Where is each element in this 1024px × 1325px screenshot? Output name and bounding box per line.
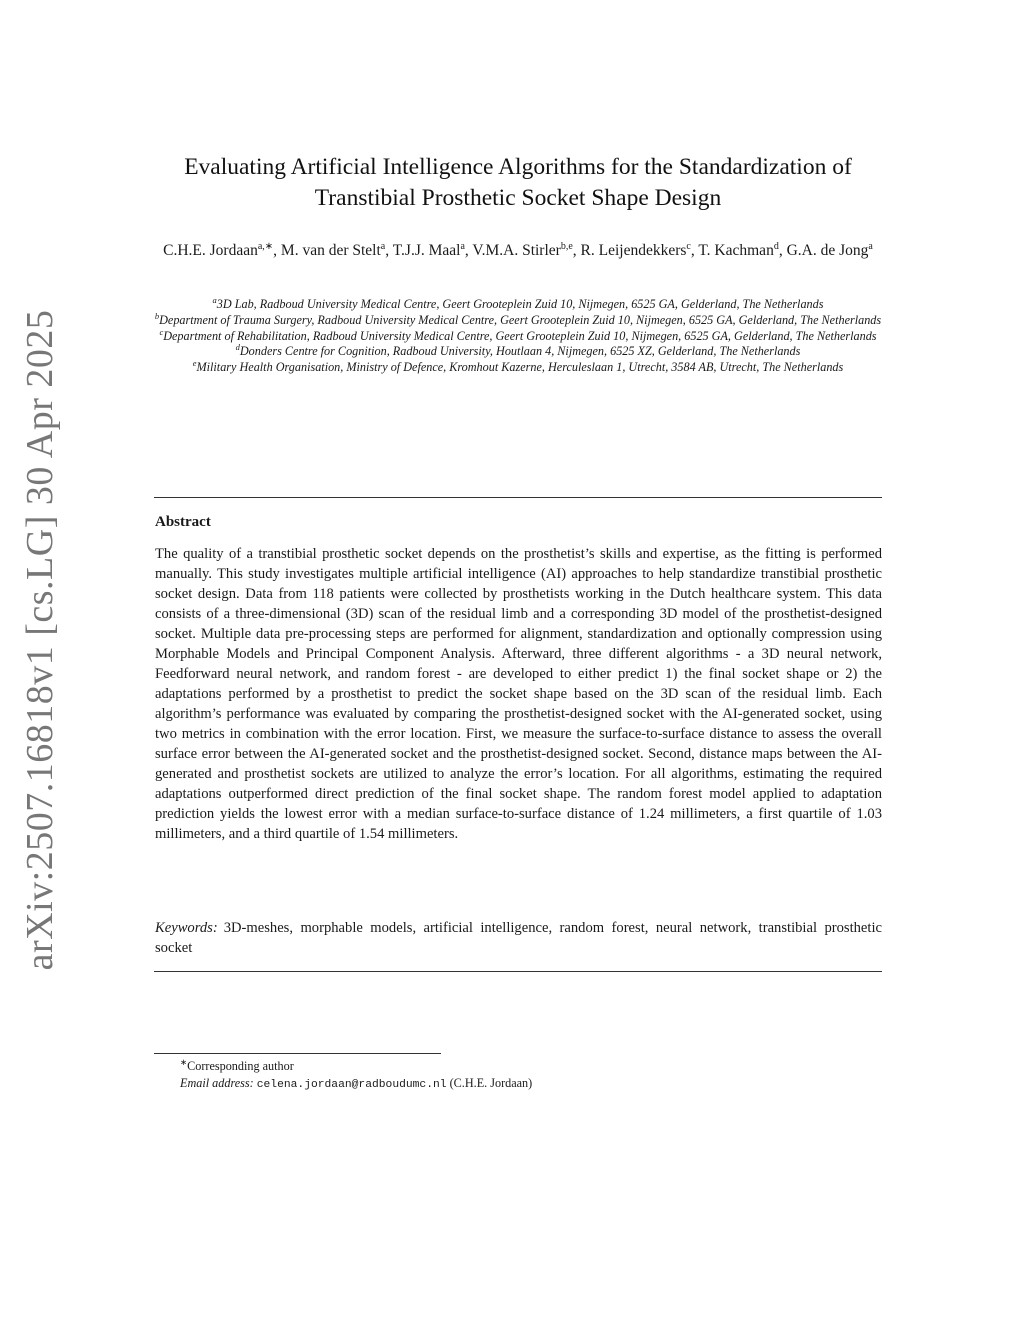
abstract-top-divider: [154, 497, 882, 498]
footnote-corresponding: ∗Corresponding author: [180, 1056, 294, 1073]
author-name: T. Kachman: [698, 242, 774, 259]
title-line-1: Evaluating Artificial Intelligence Algorithms for the Standardization of: [184, 154, 852, 180]
abstract-bottom-divider: [154, 971, 882, 972]
author-affil-mark: b,e: [560, 240, 573, 252]
author-list: C.H.E. Jordaan$^{a,∗}$, M. van der Stelt$^a$, T.J.J. Maal$^a$, V.M.A. Stirler$^{b,e}$, R. Leijendekkers$^c$, T. Kachman$^d$, G.A. de Jong$^a$: [163, 240, 873, 259]
author-affil-mark: d: [773, 240, 779, 252]
author-name: R. Leijendekkers: [580, 242, 687, 259]
title-line-2: Transtibial Prosthetic Socket Shape Design: [314, 185, 722, 211]
author-name: M. van der Stelt: [280, 242, 381, 259]
author-affil-mark: a: [460, 240, 465, 252]
author-affil-mark: c: [686, 240, 691, 252]
keywords: [155, 918, 882, 958]
arxiv-identifier-stamp: arXiv:2507.16818v1 [cs.LG] 30 Apr 2025: [19, 309, 61, 971]
affiliation-item: $^d$Donders Centre for Cognition, Radboud University, Houtlaan 4, Nijmegen, 6525 XZ, Gelderland, The Netherlands: [235, 342, 801, 359]
abstract-body: The quality of a transtibial prosthetic socket depends on the prosthetist’s skills and expertise, as the fitting is performed manually. This study investigates multiple artificial intelligence (AI) approaches to help standardize transtibial prosthetic socket design. Data from 118 patients were collected by prosthetists working in the Dutch healthcare system. This data consists of a three-dimensional (3D) scan of the residual limb and a corresponding 3D model of the prosthetist-designed socket. Multiple data pre-processing steps are performed for alignment, standardization and optionally compression using Morphable Models and Principal Component Analysis. Afterward, three different algorithms - a 3D neural network, Feedforward neural network, and random forest - are developed to either predict 1) the final socket shape or 2) the adaptations performed by a prosthetist to predict the socket shape based on the 3D scan of the residual limb. Each algorithm’s performance was evaluated by comparing the prosthetist-designed socket with the AI-generated socket, using two metrics in combination with the error location. First, we measure the surface-to-surface distance to assess the overall surface error between the AI-generated socket and the prosthetist-designed socket. Second, distance maps between the AI-generated and prosthetist sockets are utilized to analyze the error’s location. For all algorithms, estimating the required adaptations outperformed direct prediction of the final socket shape. The random forest model applied to adaptation prediction yields the lowest error with a median surface-to-surface distance of 1.24 millimeters, a first quartile of 1.03 millimeters, and a third quartile of 1.54 millimeters.: [155, 546, 882, 842]
affiliation-list: [150, 294, 886, 376]
author-name: G.A. de Jong: [786, 242, 869, 259]
author-affil-mark: a: [380, 240, 386, 252]
abstract-heading: Abstract: [155, 514, 211, 530]
author-name: V.M.A. Stirler: [472, 242, 561, 259]
affiliation-item: $^e$Military Health Organisation, Ministry of Defence, Kromhout Kazerne, Herculeslaan 1, Utrecht, 3584 AB, Utrecht, The Netherlands: [192, 358, 844, 375]
affiliation-item: $^c$Department of Rehabilitation, Radboud University Medical Centre, Geert Grooteplein Zuid 10, Nijmegen, 6525 GA, Gelderland, The Netherlands: [159, 326, 877, 343]
keywords-text: 3D-meshes, morphable models, artificial intelligence, random forest, neural network, transtibial prosthetic socket: [155, 920, 882, 956]
author-affil-mark: a,∗: [257, 240, 274, 252]
affiliation-item: $^b$Department of Trauma Surgery, Radboud University Medical Centre, Geert Grooteplein Zuid 10, Nijmegen, 6525 GA, Gelderland, The Netherlands: [154, 310, 882, 327]
email-link[interactable]: celena.jordaan@radboudumc.nl: [256, 1079, 447, 1091]
author-name: T.J.J. Maal: [392, 242, 461, 259]
keywords-label: Keywords:: [155, 920, 218, 936]
footnote-divider: [154, 1053, 441, 1054]
paper-title: [150, 152, 886, 214]
author-name: C.H.E. Jordaan: [163, 242, 258, 259]
footnotes: [180, 1058, 880, 1094]
email-label: Email address:: [180, 1076, 254, 1090]
author-affil-mark: a: [868, 240, 873, 252]
affiliation-item: $^a$3D Lab, Radboud University Medical Centre, Geert Grooteplein Zuid 10, Nijmegen, 6525 GA, Gelderland, The Netherlands: [212, 294, 824, 311]
footnote-email: [180, 1075, 880, 1094]
email-owner: (C.H.E. Jordaan): [449, 1076, 533, 1090]
